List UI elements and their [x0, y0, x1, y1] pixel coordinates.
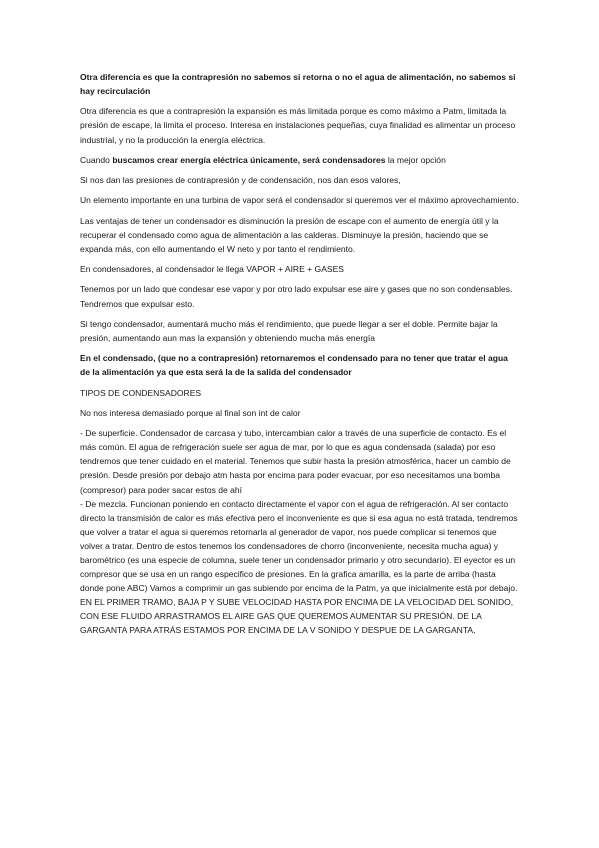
paragraph-energia-electrica	[80, 153, 519, 167]
paragraph-elemento-condensador: Un elemento importante en una turbina de vapor será el condensador si queremos ver el máximo aprovechamiento.	[80, 195, 519, 206]
paragraph-tipos-detalle: - De superficie. Condensador de carcasa y tubo, intercambian calor a través de una superficie de contacto. Es el más común. El agua de refrigeración suele ser agua de mar, por lo que es agua condensada (salada) por eso tendremos que tener cuidado en el material. Tenemos que subir hasta la presión atmosférica, hacer un cambio de presión. Desde presión por debajo atm hasta por encima para poder evacuar, por eso necesitamos una bomba (compresor) para poder sacar estos de ahí - De mezcla. Funcionan poniendo en contacto directamente el vapor con el agua de refrigeración. Al ser contacto directo la transmisión de calor es más efectiva pero el inconveniente es que si esa agua no está tratada, tendremos que volver a tratar el agua si queremos retornarla al generador de vapor, nos puede complicar si tenemos que volver a tratar. Dentro de estos tenemos los condensadores de chorro (inconveniente, necesita mucha agua) y barométrico (es una especie de columna, suele tener un condensador primario y otro secundario). El eyector es un compresor que se usa en un rango especifico de presiones. En la grafica amarilla, es la parte de arriba (hasta donde pone ABC) Vamos a comprimir un gas subiendo por encima de la Patm, ya que inicialmente está por debajo. EN EL PRIMER TRAMO, BAJA P Y SUBE VELOCIDAD HASTA POR ENCIMA DE LA VELOCIDAD DEL SONIDO, CON ESE FLUIDO ARRASTRAMOS EL AIRE GAS QUE QUEREMOS AUMENTAR SU PRESIÓN. DE LA GARGANTA PARA ATRÁS ESTAMOS POR ENCIMA DE LA V SONIDO Y DESPUE DE LA GARGANTA,	[80, 428, 518, 636]
paragraph-retorno-condensado: En el condensado, (que no a contrapresión) retornaremos el condensado para no tener que tratar el agua de la alimentación ya que esta será la de la salida del condensador	[80, 353, 508, 378]
paragraph-intercambiadores: No nos interesa demasiado porque al final son int de calor	[80, 407, 301, 418]
paragraph-vapor-aire-gases: En condensadores, al condensador le llega VAPOR + AIRE + GASES	[80, 264, 345, 275]
bold-text-run: buscamos crear energía eléctrica únicamente, será condensadores	[112, 154, 386, 165]
text-run: la mejor opción	[385, 154, 446, 165]
paragraph-presiones: Si nos dan las presiones de contrapresión y de condensación, nos dan esos valores,	[80, 175, 401, 186]
paragraph-ventajas-condensador: Las ventajas de tener un condensador es disminución la presión de escape con el aumento de energía útil y la recuperar el condensado como agua de alimentación a las calderas. Disminuye la presión, haciendo que se expanda más, con ello aumentando el W neto y por tanto el rendimiento.	[80, 215, 499, 254]
paragraph-expulsar-gases: Tenemos por un lado que condesar ese vapor y por otro lado expulsar ese aire y gases que no son condensables. Tendremos que expulsar esto.	[80, 284, 513, 309]
paragraph-rendimiento-doble: Si tengo condensador, aumentará mucho más el rendimiento, que puede llegar a ser el doble. Permite bajar la presión, aumentando aun mas la expansión y obteniendo mucha más energía	[80, 318, 498, 343]
paragraph-contrapresion-recirculacion: Otra diferencia es que la contrapresión no sabemos si retorna o no el agua de alimentación, no sabemos si hay recirculación	[80, 72, 516, 97]
section-heading-tipos-condensadores: TIPOS DE CONDENSADORES	[80, 387, 202, 398]
text-run: Cuando	[80, 154, 113, 165]
paragraph-expansion-limitada: Otra diferencia es que a contrapresión la expansión es más limitada porque es como máximo a Patm, limitada la presión de escape, la limita el proceso. Interesa en instalaciones pequeñas, cuya finalidad es alimentar un proceso industrial, y no la producción la energía eléctrica.	[80, 106, 516, 145]
